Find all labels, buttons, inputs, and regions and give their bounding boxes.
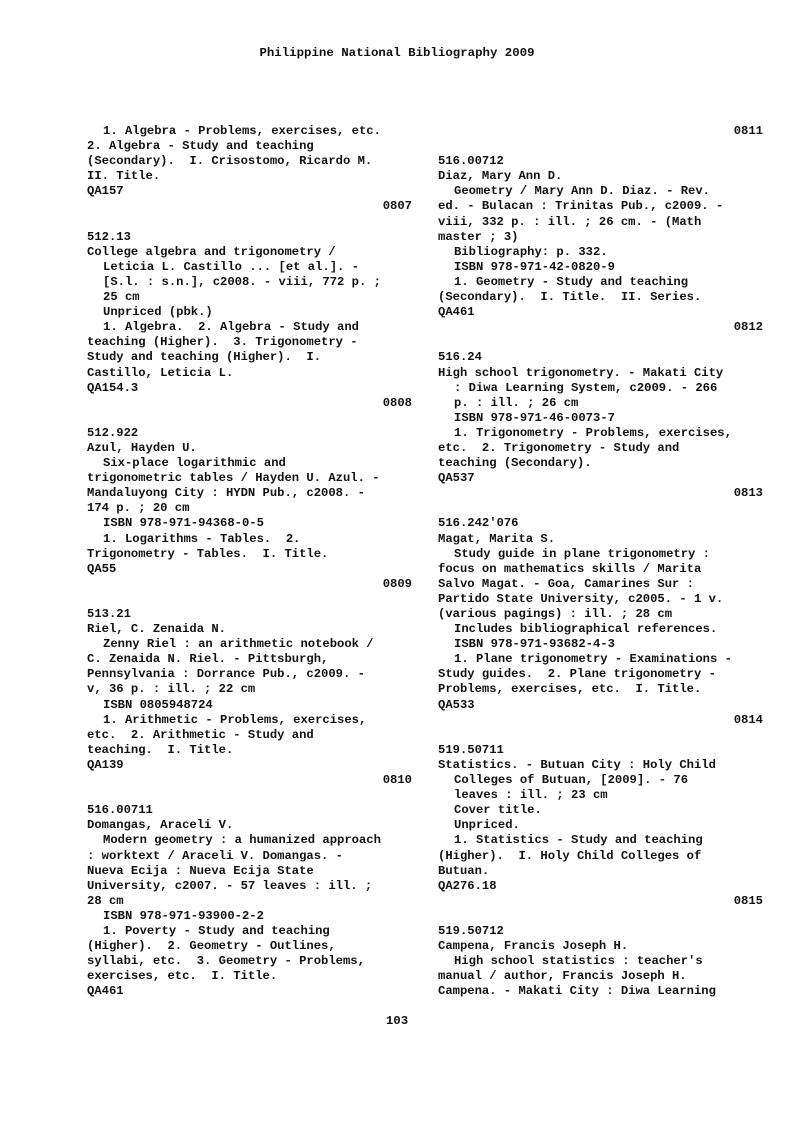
bibliography-line: Butuan. bbox=[438, 863, 490, 878]
page-number: 103 bbox=[385, 1014, 409, 1028]
entry-number: 0815 bbox=[733, 893, 763, 908]
right-column bbox=[438, 124, 763, 999]
bibliography-line: Includes bibliographical references. bbox=[454, 622, 718, 637]
bibliography-line: Zenny Riel : an arithmetic notebook / bbox=[103, 637, 374, 652]
bibliography-line: Campena. - Makati City : Diwa Learning bbox=[438, 984, 716, 999]
bibliography-line: QA139 bbox=[87, 757, 124, 772]
bibliography-line: exercises, etc. I. Title. bbox=[87, 969, 278, 984]
bibliography-line: Modern geometry : a humanized approach bbox=[103, 833, 381, 848]
entry-number: 0813 bbox=[733, 486, 763, 501]
bibliography-line: teaching (Higher). 3. Trigonometry - bbox=[87, 335, 358, 350]
bibliography-line: focus on mathematics skills / Marita bbox=[438, 561, 702, 576]
bibliography-line: II. Title. bbox=[87, 169, 161, 184]
spacer bbox=[87, 788, 412, 803]
bibliography-line: Azul, Hayden U. bbox=[87, 440, 197, 455]
bibliography-line: 516.00712 bbox=[438, 154, 504, 169]
spacer bbox=[87, 411, 412, 426]
bibliography-line: Statistics. - Butuan City : Holy Child bbox=[438, 757, 716, 772]
left-column bbox=[87, 124, 412, 999]
spacer bbox=[438, 501, 763, 516]
bibliography-line: (various pagings) : ill. ; 28 cm bbox=[438, 607, 673, 621]
bibliography-line: 516.00711 bbox=[87, 803, 153, 818]
bibliography-line: QA461 bbox=[438, 305, 475, 320]
bibliography-line: QA55 bbox=[87, 561, 117, 576]
bibliography-line: (Higher). 2. Geometry - Outlines, bbox=[87, 939, 336, 954]
entry-number: 0811 bbox=[733, 124, 763, 138]
bibliography-line: syllabi, etc. 3. Geometry - Problems, bbox=[87, 954, 365, 969]
entry-number: 0807 bbox=[382, 199, 412, 214]
bibliography-line: Study and teaching (Higher). I. bbox=[87, 350, 322, 365]
bibliography-line: 1. Algebra. 2. Algebra - Study and bbox=[103, 320, 359, 335]
bibliography-line: (Secondary). I. Crisostomo, Ricardo M. bbox=[87, 154, 373, 169]
bibliography-line: Leticia L. Castillo ... [et al.]. - bbox=[103, 259, 359, 274]
bibliography-line: University, c2007. - 57 leaves : ill. ; bbox=[87, 878, 373, 893]
bibliography-line: 2. Algebra - Study and teaching bbox=[87, 139, 314, 154]
bibliography-line: 516.24 bbox=[438, 350, 482, 365]
bibliography-line: : worktext / Araceli V. Domangas. - bbox=[87, 848, 343, 863]
bibliography-line: Problems, exercises, etc. I. Title. bbox=[438, 682, 702, 697]
bibliography-line: ed. - Bulacan : Trinitas Pub., c2009. - bbox=[438, 199, 724, 214]
bibliography-line: viii, 332 p. : ill. ; 26 cm. - (Math bbox=[438, 214, 702, 229]
entry-number: 0812 bbox=[733, 320, 763, 335]
bibliography-line: ISBN 978-971-46-0073-7 bbox=[454, 410, 615, 425]
bibliography-line: Partido State University, c2005. - 1 v. bbox=[438, 591, 724, 606]
bibliography-line: Nueva Ecija : Nueva Ecija State bbox=[87, 863, 314, 878]
bibliography-line: Six-place logarithmic and bbox=[103, 456, 286, 471]
bibliography-line: Cover title. bbox=[454, 803, 542, 818]
bibliography-line: Geometry / Mary Ann D. Diaz. - Rev. bbox=[454, 184, 710, 199]
bibliography-line: 1. Poverty - Study and teaching bbox=[103, 923, 330, 938]
bibliography-line: 516.242'076 bbox=[438, 516, 519, 531]
bibliography-line: 512.13 bbox=[87, 229, 131, 244]
bibliography-line: 519.50711 bbox=[438, 742, 504, 757]
bibliography-line: p. : ill. ; 26 cm bbox=[454, 395, 579, 410]
bibliography-line: Colleges of Butuan, [2009]. - 76 bbox=[454, 773, 689, 788]
bibliography-line: Campena, Francis Joseph H. bbox=[438, 939, 629, 954]
bibliography-line: Magat, Marita S. bbox=[438, 531, 556, 546]
entry-number: 0809 bbox=[382, 576, 412, 591]
bibliography-line: Unpriced. bbox=[454, 818, 520, 833]
bibliography-line: v, 36 p. : ill. ; 22 cm bbox=[87, 682, 256, 697]
entry-number: 0808 bbox=[382, 395, 412, 410]
bibliography-line: Unpriced (pbk.) bbox=[103, 305, 213, 320]
bibliography-line: 1. Statistics - Study and teaching bbox=[454, 833, 703, 848]
bibliography-line: 1. Arithmetic - Problems, exercises, bbox=[103, 712, 367, 727]
bibliography-line: Bibliography: p. 332. bbox=[454, 244, 608, 259]
bibliography-line: QA537 bbox=[438, 471, 475, 486]
bibliography-line: Trigonometry - Tables. I. Title. bbox=[87, 546, 329, 561]
bibliography-line: teaching (Secondary). bbox=[438, 456, 592, 471]
spacer bbox=[87, 592, 412, 607]
bibliography-line: manual / author, Francis Joseph H. bbox=[438, 969, 687, 984]
bibliography-line: 1. Logarithms - Tables. 2. bbox=[103, 531, 301, 546]
bibliography-line: 1. Trigonometry - Problems, exercises, bbox=[454, 425, 732, 440]
bibliography-line: 28 cm bbox=[87, 893, 124, 908]
bibliography-line: QA276.18 bbox=[438, 878, 497, 893]
bibliography-line: 25 cm bbox=[103, 290, 140, 305]
spacer bbox=[438, 728, 763, 743]
page-header: Philippine National Bibliography 2009 bbox=[259, 46, 535, 60]
bibliography-line: QA461 bbox=[87, 984, 124, 999]
bibliography-line: ISBN 978-971-42-0820-9 bbox=[454, 259, 615, 274]
bibliography-line: 512.922 bbox=[87, 425, 139, 440]
spacer bbox=[438, 139, 763, 154]
bibliography-line: Mandaluyong City : HYDN Pub., c2008. - bbox=[87, 486, 365, 501]
bibliography-line: 1. Geometry - Study and teaching bbox=[454, 274, 689, 289]
bibliography-line: [S.l. : s.n.], c2008. - viii, 772 p. ; bbox=[103, 274, 381, 289]
spacer bbox=[438, 909, 763, 924]
bibliography-line: 1. Plane trigonometry - Examinations - bbox=[454, 652, 732, 667]
bibliography-line: master ; 3) bbox=[438, 229, 519, 244]
bibliography-line: leaves : ill. ; 23 cm bbox=[454, 788, 608, 803]
bibliography-line: : Diwa Learning System, c2009. - 266 bbox=[454, 380, 718, 395]
bibliography-line: Diaz, Mary Ann D. bbox=[438, 169, 563, 184]
bibliography-line: 513.21 bbox=[87, 607, 131, 621]
bibliography-line: (Higher). I. Holy Child Colleges of bbox=[438, 848, 702, 863]
bibliography-line: QA533 bbox=[438, 697, 475, 712]
bibliography-line: Castillo, Leticia L. bbox=[87, 365, 234, 380]
bibliography-line: etc. 2. Arithmetic - Study and bbox=[87, 727, 314, 742]
bibliography-line: Salvo Magat. - Goa, Camarines Sur : bbox=[438, 576, 694, 591]
bibliography-line: 1. Algebra - Problems, exercises, etc. bbox=[103, 124, 381, 138]
bibliography-line: 519.50712 bbox=[438, 923, 504, 938]
bibliography-line: Pennsylvania : Dorrance Pub., c2009. - bbox=[87, 667, 365, 682]
bibliography-line: College algebra and trigonometry / bbox=[87, 244, 336, 259]
bibliography-line: High school trigonometry. - Makati City bbox=[438, 365, 724, 380]
bibliography-line: ISBN 978-971-93900-2-2 bbox=[103, 908, 264, 923]
entry-number: 0814 bbox=[733, 712, 763, 727]
bibliography-line: 174 p. ; 20 cm bbox=[87, 501, 190, 516]
bibliography-line: QA157 bbox=[87, 184, 124, 199]
bibliography-line: Domangas, Araceli V. bbox=[87, 818, 234, 833]
bibliography-line: etc. 2. Trigonometry - Study and bbox=[438, 440, 680, 455]
bibliography-line: Study guide in plane trigonometry : bbox=[454, 546, 710, 561]
bibliography-line: Riel, C. Zenaida N. bbox=[87, 622, 226, 637]
bibliography-line: ISBN 0805948724 bbox=[103, 697, 213, 712]
spacer bbox=[438, 335, 763, 350]
entry-number: 0810 bbox=[382, 773, 412, 788]
bibliography-line: ISBN 978-971-94368-0-5 bbox=[103, 516, 264, 531]
bibliography-line: ISBN 978-971-93682-4-3 bbox=[454, 637, 615, 652]
bibliography-line: High school statistics : teacher's bbox=[454, 954, 703, 969]
spacer bbox=[87, 215, 412, 230]
bibliography-line: (Secondary). I. Title. II. Series. bbox=[438, 290, 702, 305]
bibliography-line: C. Zenaida N. Riel. - Pittsburgh, bbox=[87, 652, 329, 667]
bibliography-line: QA154.3 bbox=[87, 380, 139, 395]
bibliography-line: trigonometric tables / Hayden U. Azul. - bbox=[87, 471, 380, 486]
bibliography-line: teaching. I. Title. bbox=[87, 742, 234, 757]
bibliography-line: Study guides. 2. Plane trigonometry - bbox=[438, 667, 716, 682]
